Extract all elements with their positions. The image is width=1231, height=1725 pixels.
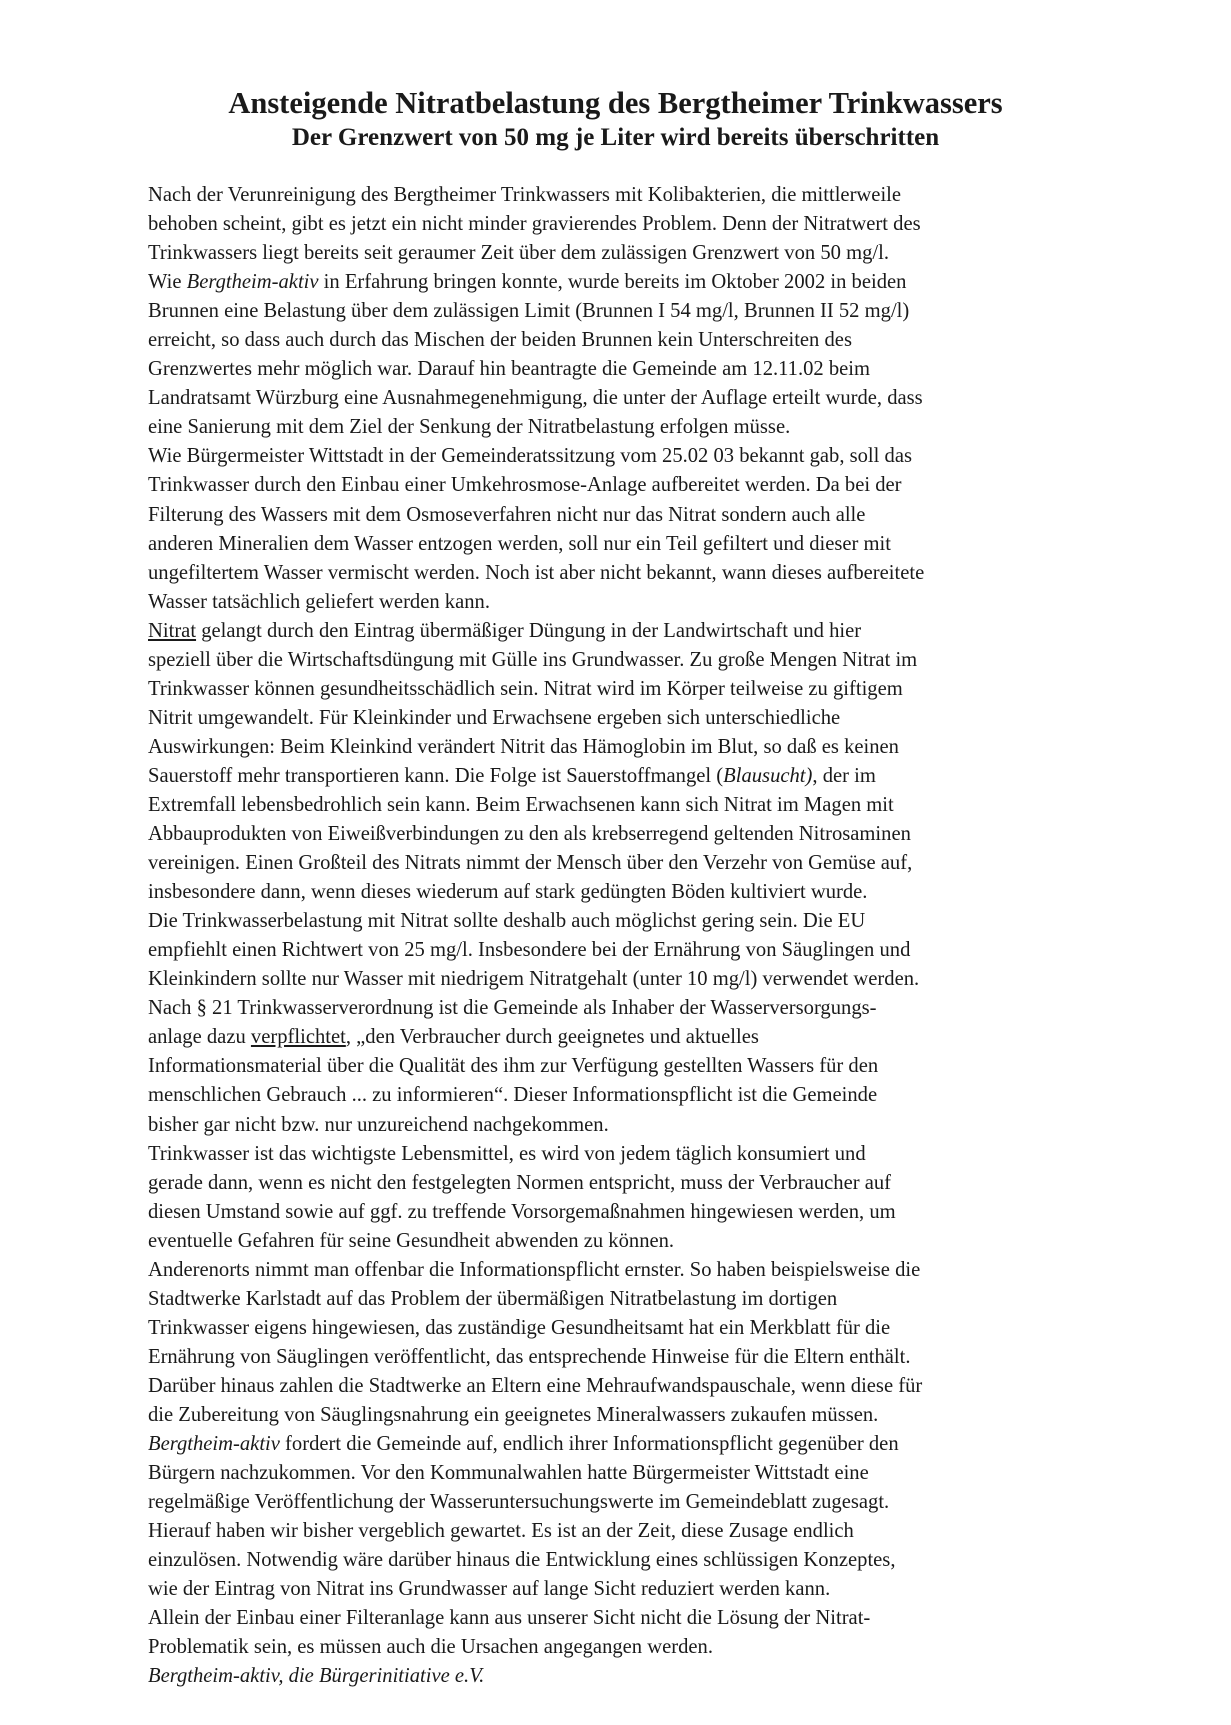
text-run: Extremfall lebensbedrohlich sein kann. Beim Erwachsenen kann sich Nitrat im Magen mit: [148, 793, 894, 816]
text-run: die Zubereitung von Säuglingsnahrung ein geeignetes Mineralwassers zukaufen müssen.: [148, 1403, 879, 1426]
text-run: Grenzwertes mehr möglich war. Darauf hin beantragte die Gemeinde am 12.11.02 beim: [148, 358, 871, 381]
text-run: Hierauf haben wir bisher vergeblich gewartet. Es ist an der Zeit, diese Zusage endlich: [148, 1520, 854, 1543]
text-line: [148, 1256, 1108, 1285]
text-line: [148, 413, 1108, 442]
text-line: [148, 1633, 1108, 1662]
text-run: ungefiltertem Wasser vermischt werden. Noch ist aber nicht bekannt, wann dieses aufbereitete: [148, 561, 925, 584]
text-line: [148, 791, 1108, 820]
text-line: [148, 849, 1108, 878]
text-run: regelmäßige Veröffentlichung der Wasseruntersuchungswerte im Gemeindeblatt zugesagt.: [148, 1491, 890, 1514]
text-run: Darüber hinaus zahlen die Stadtwerke an Eltern eine Mehraufwandspauschale, wenn diese für: [148, 1374, 923, 1397]
text-line: [148, 1430, 1108, 1459]
text-run: einzulösen. Notwendig wäre darüber hinaus die Entwicklung eines schlüssigen Konzeptes,: [148, 1549, 896, 1572]
text-run: bisher gar nicht bzw. nur unzureichend nachgekommen.: [148, 1113, 609, 1136]
text-run: Informationsmaterial über die Qualität des ihm zur Verfügung gestellten Wassers für den: [148, 1055, 879, 1078]
text-line: [148, 384, 1108, 413]
text-run: Trinkwasser durch den Einbau einer Umkehrosmose-Anlage aufbereitet werden. Da bei der: [148, 474, 902, 497]
text-line: [148, 675, 1108, 704]
text-line: [148, 1227, 1108, 1256]
italic-text: Bergtheim-aktiv: [148, 1433, 280, 1456]
text-run: Bürgern nachzukommen. Vor den Kommunalwahlen hatte Bürgermeister Wittstadt eine: [148, 1462, 869, 1485]
text-run: empfiehlt einen Richtwert von 25 mg/l. Insbesondere bei der Ernährung von Säuglingen und: [148, 939, 911, 962]
text-run: eine Sanierung mit dem Ziel der Senkung der Nitratbelastung erfolgen müsse.: [148, 416, 791, 439]
text-run: Die Trinkwasserbelastung mit Nitrat sollte deshalb auch möglichst gering sein. Die EU: [148, 910, 866, 933]
text-line: [148, 820, 1108, 849]
text-run: vereinigen. Einen Großteil des Nitrats nimmt der Mensch über den Verzehr von Gemüse auf,: [148, 852, 913, 875]
text-line: [148, 355, 1108, 384]
text-run: Abbauprodukten von Eiweißverbindungen zu den als krebserregend geltenden Nitrosaminen: [148, 823, 911, 846]
text-run: , der im: [812, 764, 876, 787]
text-run: Allein der Einbau einer Filteranlage kann aus unserer Sicht nicht die Lösung der Nitrat-: [148, 1607, 871, 1630]
text-run: wie der Eintrag von Nitrat ins Grundwasser auf lange Sicht reduziert werden kann.: [148, 1578, 831, 1601]
text-line: [148, 1401, 1108, 1430]
text-line: [148, 326, 1108, 355]
text-line: [148, 936, 1108, 965]
text-run: Nitrit umgewandelt. Für Kleinkinder und Erwachsene ergeben sich unterschiedliche: [148, 706, 841, 729]
text-run: gelangt durch den Eintrag übermäßiger Düngung in der Landwirtschaft und hier: [196, 619, 862, 642]
underlined-text: verpflichtet: [250, 1026, 346, 1049]
text-run: diesen Umstand sowie auf ggf. zu treffende Vorsorgemaßnahmen hingewiesen werden, um: [148, 1200, 896, 1223]
text-run: Wie Bürgermeister Wittstadt in der Gemeinderatssitzung vom 25.02 03 bekannt gab, soll das: [148, 445, 912, 468]
text-line: [148, 1604, 1108, 1633]
text-run: Trinkwassers liegt bereits seit geraumer Zeit über dem zulässigen Grenzwert von 50 mg/l.: [148, 242, 889, 265]
text-line: [148, 210, 1108, 239]
italic-text: Bergtheim-aktiv: [186, 271, 319, 294]
text-run: Sauerstoff mehr transportieren kann. Die Folge ist Sauerstoffmangel (: [148, 764, 724, 787]
text-line: [148, 1314, 1108, 1343]
text-line: [148, 297, 1108, 326]
text-run: Trinkwasser ist das wichtigste Lebensmittel, es wird von jedem täglich konsumiert und: [148, 1142, 866, 1165]
text-run: eventuelle Gefahren für seine Gesundheit abwenden zu können.: [148, 1229, 675, 1252]
text-run: Wasser tatsächlich geliefert werden kann.: [148, 590, 490, 613]
text-line: [148, 878, 1108, 907]
text-line: [148, 965, 1108, 994]
text-line: [148, 1575, 1108, 1604]
document-subtitle: Der Grenzwert von 50 mg je Liter wird bereits überschritten: [291, 124, 940, 151]
text-line: [148, 1140, 1108, 1169]
text-line: [148, 559, 1108, 588]
text-line: [148, 1546, 1108, 1575]
text-run: Trinkwasser können gesundheitsschädlich sein. Nitrat wird im Körper teilweise zu giftigem: [148, 677, 903, 700]
text-run: Ernährung von Säuglingen veröffentlicht, das entsprechende Hinweise für die Eltern enthält.: [148, 1345, 911, 1368]
text-run: behoben scheint, gibt es jetzt ein nicht minder gravierendes Problem. Denn der Nitratwert des: [148, 213, 921, 236]
article-body: [148, 181, 1108, 1691]
text-run: anderen Mineralien dem Wasser entzogen werden, soll nur ein Teil gefiltert und dieser mit: [148, 532, 891, 555]
text-run: Nach § 21 Trinkwasserverordnung ist die Gemeinde als Inhaber der Wasserversorgungs-: [148, 997, 877, 1020]
text-run: fordert die Gemeinde auf, endlich ihrer Informationspflicht gegenüber den: [279, 1433, 899, 1456]
text-line: [148, 1459, 1108, 1488]
text-line: [148, 1198, 1108, 1227]
text-line: [148, 704, 1108, 733]
text-run: Filterung des Wassers mit dem Osmoseverfahren nicht nur das Nitrat sondern auch alle: [148, 503, 866, 526]
text-line: [148, 646, 1108, 675]
text-run: gerade dann, wenn es nicht den festgelegten Normen entspricht, muss der Verbraucher auf: [148, 1171, 892, 1194]
text-line: [148, 1372, 1108, 1401]
text-run: Kleinkindern sollte nur Wasser mit niedrigem Nitratgehalt (unter 10 mg/l) verwendet werden.: [148, 968, 920, 991]
text-run: , „den Verbraucher durch geeignetes und aktuelles: [345, 1026, 759, 1049]
text-run: insbesondere dann, wenn dieses wiederum auf stark gedüngten Böden kultiviert wurde.: [148, 881, 868, 904]
text-line: [148, 1662, 1108, 1691]
text-run: Brunnen eine Belastung über dem zulässigen Limit (Brunnen I 54 mg/l, Brunnen II 52 mg/l): [148, 300, 910, 323]
text-line: [148, 530, 1108, 559]
text-run: Auswirkungen: Beim Kleinkind verändert Nitrit das Hämoglobin im Blut, so daß es keinen: [148, 735, 899, 758]
text-line: [148, 617, 1108, 646]
text-line: [148, 994, 1108, 1023]
text-run: Wie: [148, 271, 187, 294]
text-run: Problematik sein, es müssen auch die Ursachen angegangen werden.: [148, 1636, 714, 1659]
text-line: [148, 471, 1108, 500]
italic-text: Blausucht): [723, 764, 813, 787]
text-line: [148, 181, 1108, 210]
text-line: [148, 1081, 1108, 1110]
text-run: Stadtwerke Karlstadt auf das Problem der übermäßigen Nitratbelastung im dortigen: [148, 1287, 838, 1310]
text-line: [148, 1343, 1108, 1372]
text-line: [148, 1169, 1108, 1198]
text-run: in Erfahrung bringen konnte, wurde bereits im Oktober 2002 in beiden: [318, 271, 907, 294]
text-line: [148, 1111, 1108, 1140]
text-run: erreicht, so dass auch durch das Mischen der beiden Brunnen kein Unterschreiten des: [148, 329, 852, 352]
text-run: Landratsamt Würzburg eine Ausnahmegenehmigung, die unter der Auflage erteilt wurde, dass: [148, 387, 923, 410]
text-line: [148, 588, 1108, 617]
text-run: Anderenorts nimmt man offenbar die Informationspflicht ernster. So haben beispielsweise die: [148, 1258, 921, 1281]
text-line: [148, 1052, 1108, 1081]
text-line: [148, 268, 1108, 297]
document-title: Ansteigende Nitratbelastung des Bergtheimer Trinkwassers: [228, 86, 1003, 120]
text-line: [148, 1517, 1108, 1546]
text-line: [148, 1023, 1108, 1052]
text-run: speziell über die Wirtschaftsdüngung mit Gülle ins Grundwasser. Zu große Mengen Nitrat im: [148, 648, 918, 671]
text-line: [148, 762, 1108, 791]
italic-text: Bergtheim-aktiv, die Bürgerinitiative e.V.: [148, 1665, 485, 1688]
text-line: [148, 733, 1108, 762]
text-run: Nach der Verunreinigung des Bergtheimer Trinkwassers mit Kolibakterien, die mittlerweile: [148, 184, 902, 206]
text-line: [148, 1285, 1108, 1314]
text-line: [148, 239, 1108, 268]
text-line: [148, 442, 1108, 471]
text-line: [148, 1488, 1108, 1517]
underlined-text: Nitrat: [148, 619, 197, 642]
text-run: menschlichen Gebrauch ... zu informieren“. Dieser Informationspflicht ist die Gemeinde: [148, 1084, 878, 1107]
text-line: [148, 501, 1108, 530]
text-run: anlage dazu: [148, 1026, 251, 1049]
text-line: [148, 907, 1108, 936]
text-run: Trinkwasser eigens hingewiesen, das zuständige Gesundheitsamt hat ein Merkblatt für die: [148, 1316, 891, 1339]
